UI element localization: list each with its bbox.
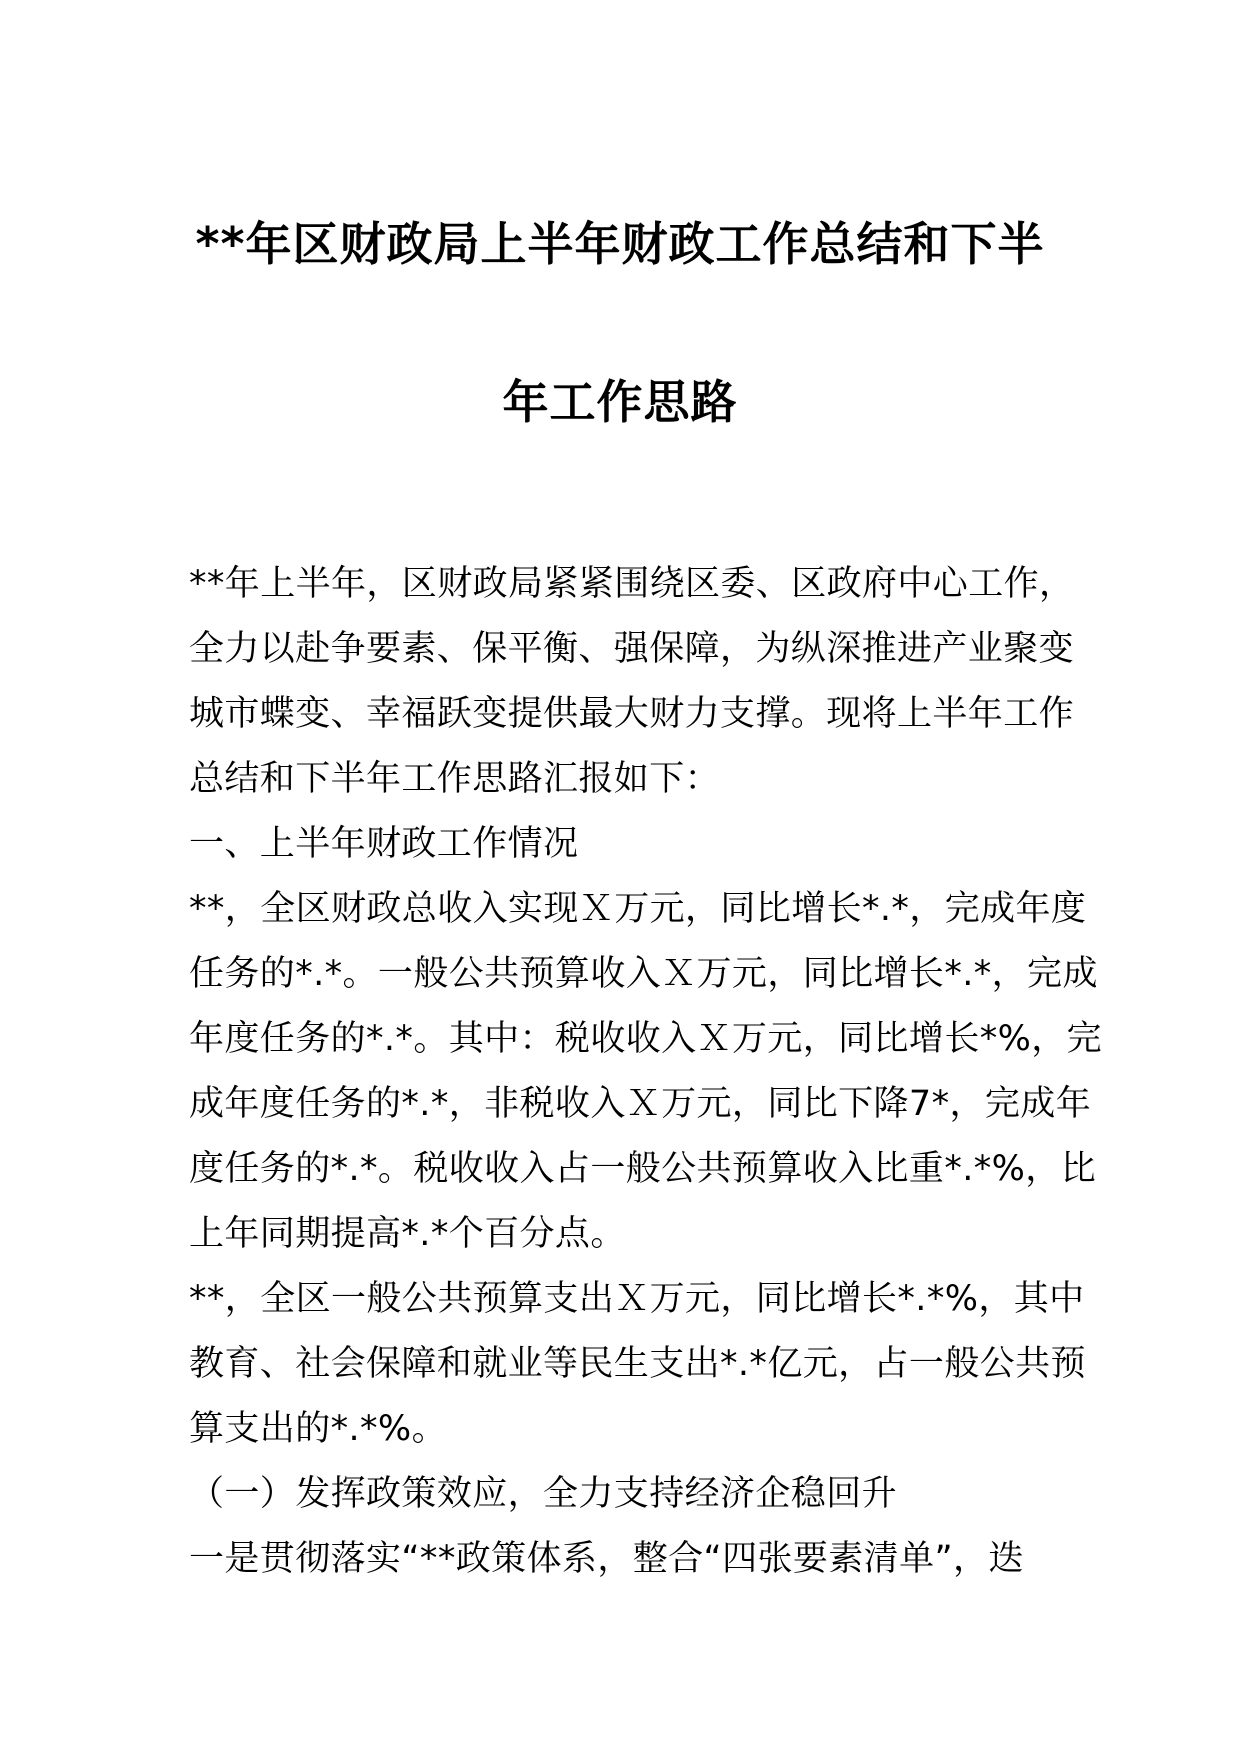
body-line: 城市蝶变、幸福跃变提供最大财力支撑。现将上半年工作 — [189, 694, 1075, 734]
body-line: 教育、社会保障和就业等民生支出*.*亿元，占一般公共预 — [189, 1344, 1086, 1384]
document-body — [189, 552, 1103, 1592]
body-line: 任务的*.*。一般公共预算收入Ｘ万元，同比增长*.*，完成 — [189, 954, 1098, 994]
section-heading: 一、上半年财政工作情况 — [189, 824, 579, 864]
body-line: 度任务的*.*。税收收入占一般公共预算收入比重*.*%，比 — [189, 1149, 1097, 1189]
body-line: **，全区一般公共预算支出Ｘ万元，同比增长*.*%，其中 — [189, 1279, 1085, 1319]
body-line: 成年度任务的*.*，非税收入Ｘ万元，同比下降7*，完成年 — [189, 1084, 1092, 1124]
body-line: 全力以赴争要素、保平衡、强保障，为纵深推进产业聚变 — [189, 629, 1075, 669]
document-title-line-1: **年区财政局上半年财政工作总结和下半 — [195, 217, 1045, 271]
body-line: 上年同期提高*.*个百分点。 — [189, 1214, 626, 1254]
document-title-line-2: 年工作思路 — [502, 375, 738, 429]
body-line: 一是贯彻落实“**政策体系，整合“四张要素清单”，迭 — [189, 1539, 1024, 1579]
body-line: 年度任务的*.*。其中：税收收入Ｘ万元，同比增长*%，完 — [189, 1019, 1103, 1059]
body-line: **，全区财政总收入实现Ｘ万元，同比增长*.*，完成年度 — [189, 889, 1087, 929]
body-line: 算支出的*.*%。 — [189, 1409, 447, 1449]
body-line: **年上半年，区财政局紧紧围绕区委、区政府中心工作， — [189, 564, 1075, 604]
body-line: 总结和下半年工作思路汇报如下： — [189, 759, 721, 799]
subsection-heading: （一）发挥政策效应，全力支持经济企稳回升 — [189, 1474, 898, 1514]
